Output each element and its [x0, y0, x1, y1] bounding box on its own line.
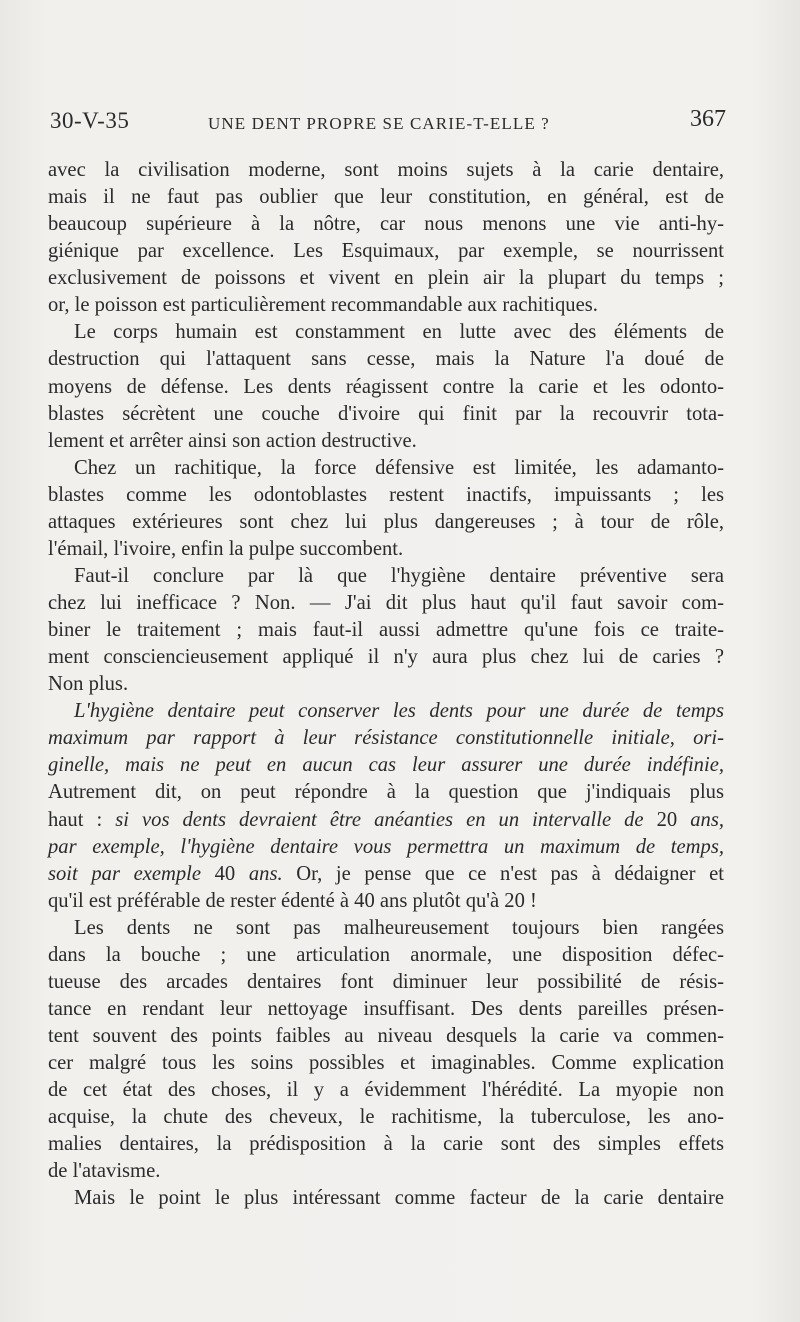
- text-line: [48, 1131, 724, 1158]
- text-segment: Faut-il conclure par là que l'hygiène dentaire préventive sera: [74, 564, 724, 587]
- text-line: [48, 184, 724, 211]
- text-segment: mais il ne faut pas oublier que leur constitution, en général, est de: [48, 186, 724, 209]
- text-segment: Autrement dit, on peut répondre à la question que j'indiquais plus: [48, 781, 724, 804]
- text-segment: cer malgré tous les soins possibles et imaginables. Comme explication: [48, 1052, 724, 1075]
- text-line: [48, 752, 724, 779]
- text-line: [48, 1104, 724, 1131]
- text-segment: tance en rendant leur nettoyage insuffisant. Des dents pareilles présen-: [48, 997, 724, 1020]
- text-line: [48, 1023, 724, 1050]
- text-line: [48, 1050, 724, 1077]
- text-line: [48, 563, 724, 590]
- text-line: [48, 1077, 724, 1104]
- text-line: [48, 482, 724, 509]
- text-line: [48, 428, 724, 455]
- text-segment: Or, je pense que ce n'est pas à dédaigner et: [282, 862, 724, 885]
- italic-text: maximum par rapport à leur résistance constitutionnelle initiale, ori-: [48, 727, 724, 750]
- text-segment: blastes comme les odontoblastes restent inactifs, impuissants ; les: [48, 483, 724, 506]
- text-segment: chez lui inefficace ? Non. — J'ai dit plus haut qu'il faut savoir com-: [48, 592, 724, 614]
- text-line: [48, 1185, 724, 1212]
- text-segment: biner le traitement ; mais faut-il aussi admettre qu'une fois ce traite-: [48, 619, 724, 642]
- text-segment: destruction qui l'attaquent sans cesse, mais la Nature l'a doué de: [48, 348, 724, 371]
- text-line: [48, 157, 724, 184]
- text-segment: Le corps humain est constamment en lutte avec des éléments de: [74, 321, 724, 344]
- text-segment: Chez un rachitique, la force défensive est limitée, les adamanto-: [74, 456, 724, 479]
- text-line: [48, 617, 724, 644]
- text-line: [48, 238, 724, 265]
- text-line: [48, 915, 724, 942]
- text-line: [48, 536, 724, 563]
- text-line: [48, 346, 724, 373]
- italic-text: soit par exemple: [48, 862, 202, 885]
- italic-text: ans,: [690, 808, 724, 831]
- text-segment: de cet état des choses, il y a évidemment l'hérédité. La myopie non: [48, 1079, 724, 1102]
- running-title: UNE DENT PROPRE SE CARIE-T-ELLE ?: [208, 114, 550, 133]
- text-line: [48, 292, 724, 319]
- text-line: [48, 319, 724, 346]
- text-segment: ment consciencieusement appliqué il n'y aura plus chez lui de caries ?: [48, 646, 724, 669]
- text-line: [48, 265, 724, 292]
- text-segment: de l'atavisme.: [48, 1160, 161, 1183]
- text-segment: Les dents ne sont pas malheureusement toujours bien rangées: [74, 916, 724, 939]
- text-segment: attaques extérieures sont chez lui plus dangereuses ; à tour de rôle,: [48, 510, 724, 533]
- text-segment: exclusivement de poissons et vivent en plein air la plupart du temps ;: [48, 267, 724, 290]
- text-segment: beaucoup supérieure à la nôtre, car nous menons une vie anti-hy-: [48, 213, 724, 236]
- italic-text: ginelle, mais ne peut en aucun cas leur assurer une durée indéfinie,: [48, 754, 724, 777]
- text-segment: avec la civilisation moderne, sont moins sujets à la carie dentaire,: [48, 159, 724, 181]
- text-line: [48, 807, 724, 834]
- text-line: [48, 698, 724, 725]
- body-text: [48, 157, 724, 1212]
- text-line: [48, 401, 724, 428]
- text-segment: malies dentaires, la prédisposition à la carie sont des simples effets: [48, 1133, 724, 1156]
- text-segment: haut :: [48, 808, 116, 831]
- text-segment: moyens de défense. Les dents réagissent contre la carie et les odonto-: [48, 375, 724, 398]
- text-line: [48, 861, 724, 888]
- italic-text: ans.: [248, 862, 283, 885]
- text-segment: Mais le point le plus intéressant comme facteur de la carie dentaire: [74, 1187, 724, 1210]
- text-line: [48, 671, 724, 698]
- text-line: [48, 455, 724, 482]
- text-segment: acquise, la chute des cheveux, le rachitisme, la tuberculose, les ano-: [48, 1106, 724, 1129]
- text-segment: or, le poisson est particulièrement recommandable aux rachitiques.: [48, 294, 598, 317]
- text-segment: 20: [643, 808, 691, 831]
- italic-text: L'hygiène dentaire peut conserver les dents pour une durée de temps: [74, 700, 724, 723]
- text-line: [48, 725, 724, 752]
- text-line: [48, 644, 724, 671]
- text-segment: 40: [201, 862, 249, 885]
- running-header: [50, 104, 726, 140]
- text-line: [48, 211, 724, 238]
- text-line: [48, 590, 724, 617]
- text-segment: blastes sécrètent une couche d'ivoire qui finit par la recouvrir tota-: [48, 402, 724, 425]
- header-date: 30-V-35: [50, 108, 130, 133]
- page-number: 367: [690, 106, 726, 132]
- text-line: [48, 1158, 724, 1185]
- text-segment: Non plus.: [48, 673, 129, 696]
- text-line: [48, 888, 724, 915]
- text-line: [48, 996, 724, 1023]
- text-line: [48, 374, 724, 401]
- text-segment: lement et arrêter ainsi son action destructive.: [48, 429, 417, 452]
- text-segment: dans la bouche ; une articulation anormale, une disposition défec-: [48, 943, 724, 966]
- italic-text: par exemple, l'hygiène dentaire vous permettra un maximum de temps,: [48, 835, 724, 858]
- text-segment: l'émail, l'ivoire, enfin la pulpe succombent.: [48, 537, 404, 560]
- text-segment: qu'il est préférable de rester édenté à 40 ans plutôt qu'à 20 !: [48, 889, 537, 912]
- text-line: [48, 779, 724, 806]
- text-line: [48, 969, 724, 996]
- text-line: [48, 509, 724, 536]
- italic-text: si vos dents devraient être anéanties en un intervalle de: [115, 808, 644, 831]
- text-segment: tueuse des arcades dentaires font diminuer leur possibilité de résis-: [48, 970, 724, 993]
- text-line: [48, 942, 724, 969]
- text-segment: tent souvent des points faibles au niveau desquels la carie va commen-: [48, 1025, 724, 1047]
- text-line: [48, 834, 724, 861]
- text-segment: giénique par excellence. Les Esquimaux, par exemple, se nourrissent: [48, 240, 724, 263]
